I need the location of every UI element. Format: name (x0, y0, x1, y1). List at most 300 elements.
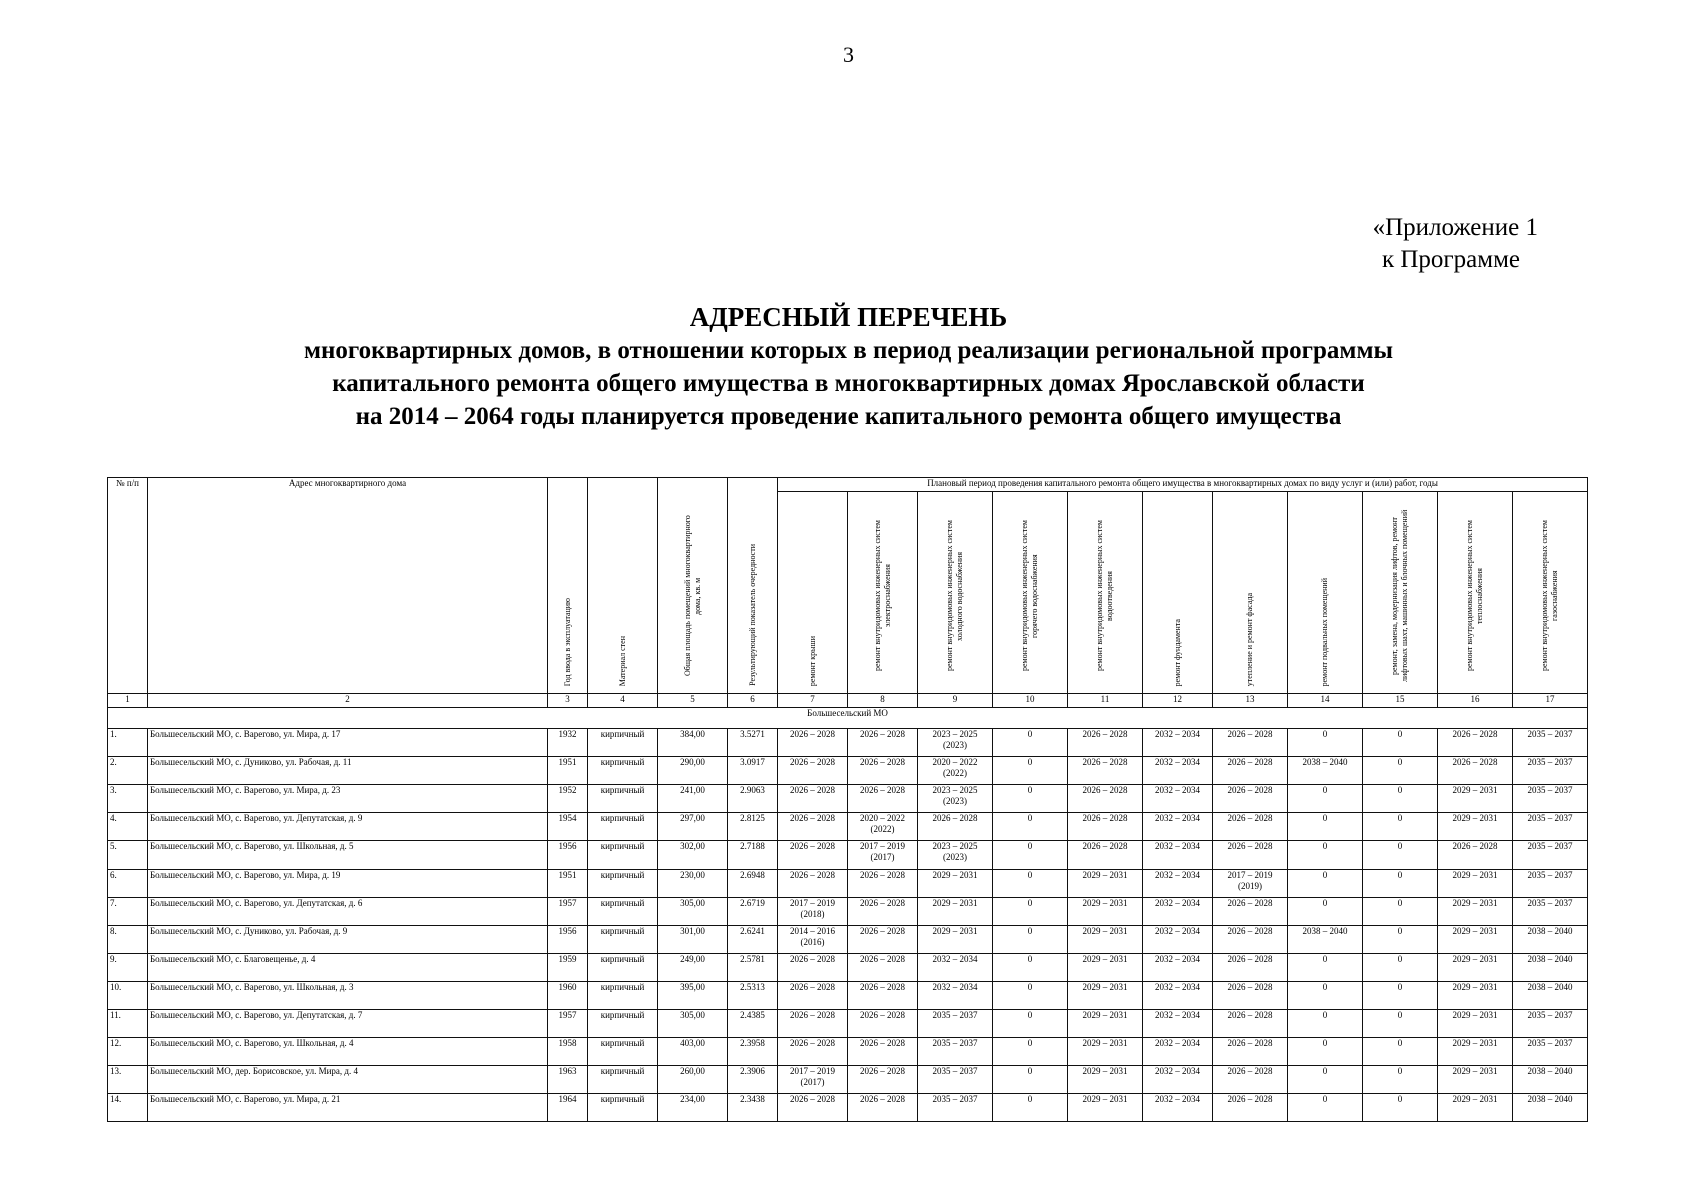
sewer-cell: 2026 – 2028 (1068, 841, 1143, 869)
material-cell: кирпичный (588, 757, 658, 785)
facade-cell: 2026 – 2028 (1213, 925, 1288, 953)
lifts-cell: 0 (1363, 813, 1438, 841)
facade-cell: 2026 – 2028 (1213, 785, 1288, 813)
sewer-cell: 2029 – 2031 (1068, 1009, 1143, 1037)
header-facade: утепление и ремонт фасада (1213, 491, 1288, 694)
roof-cell: 2017 – 2019 (2018) (778, 897, 848, 925)
column-number: 5 (658, 694, 728, 708)
table-row (108, 869, 1588, 897)
cold-water-cell: 2026 – 2028 (918, 813, 993, 841)
row-number: 7. (108, 897, 148, 925)
header-year: Год ввода в эксплуатацию (548, 478, 588, 694)
gas-cell: 2035 – 2037 (1513, 869, 1588, 897)
address-cell: Большесельский МО, с. Варегово, ул. Школьная, д. 5 (148, 841, 548, 869)
address-cell: Большесельский МО, с. Варегово, ул. Школьная, д. 4 (148, 1037, 548, 1065)
material-cell: кирпичный (588, 813, 658, 841)
header-foundation: ремонт фундамента (1143, 491, 1213, 694)
electric-cell: 2026 – 2028 (848, 785, 918, 813)
basement-cell: 0 (1288, 813, 1363, 841)
column-number: 3 (548, 694, 588, 708)
cold-water-cell: 2020 – 2022 (2022) (918, 757, 993, 785)
column-number: 11 (1068, 694, 1143, 708)
electric-cell: 2026 – 2028 (848, 981, 918, 1009)
row-number: 9. (108, 953, 148, 981)
header-address: Адрес многоквартирного дома (148, 478, 548, 694)
hot-water-cell: 0 (993, 981, 1068, 1009)
area-cell: 241,00 (658, 785, 728, 813)
lifts-cell: 0 (1363, 729, 1438, 757)
year-cell: 1959 (548, 953, 588, 981)
row-number: 11. (108, 1009, 148, 1037)
table-row (108, 953, 1588, 981)
gas-cell: 2038 – 2040 (1513, 1065, 1588, 1093)
row-number: 6. (108, 869, 148, 897)
row-number: 12. (108, 1037, 148, 1065)
priority-cell: 2.6719 (728, 897, 778, 925)
material-cell: кирпичный (588, 981, 658, 1009)
address-list-table (107, 477, 1588, 1122)
facade-cell: 2026 – 2028 (1213, 813, 1288, 841)
roof-cell: 2026 – 2028 (778, 1037, 848, 1065)
gas-cell: 2035 – 2037 (1513, 1037, 1588, 1065)
foundation-cell: 2032 – 2034 (1143, 981, 1213, 1009)
lifts-cell: 0 (1363, 1037, 1438, 1065)
basement-cell: 0 (1288, 953, 1363, 981)
roof-cell: 2026 – 2028 (778, 757, 848, 785)
gas-cell: 2035 – 2037 (1513, 757, 1588, 785)
year-cell: 1956 (548, 841, 588, 869)
area-cell: 305,00 (658, 897, 728, 925)
cold-water-cell: 2023 – 2025 (2023) (918, 785, 993, 813)
gas-cell: 2038 – 2040 (1513, 1093, 1588, 1121)
column-number: 4 (588, 694, 658, 708)
heating-cell: 2029 – 2031 (1438, 1009, 1513, 1037)
area-cell: 297,00 (658, 813, 728, 841)
address-cell: Большесельский МО, с. Варегово, ул. Мира, д. 19 (148, 869, 548, 897)
row-number: 8. (108, 925, 148, 953)
gas-cell: 2035 – 2037 (1513, 729, 1588, 757)
header-sewer: ремонт внутридомовых инженерных систем водоотведения (1068, 491, 1143, 694)
roof-cell: 2026 – 2028 (778, 953, 848, 981)
appendix-line-1: «Приложение 1 (1372, 214, 1538, 241)
heating-cell: 2029 – 2031 (1438, 953, 1513, 981)
hot-water-cell: 0 (993, 953, 1068, 981)
address-cell: Большесельский МО, с. Варегово, ул. Депутатская, д. 6 (148, 897, 548, 925)
electric-cell: 2026 – 2028 (848, 1065, 918, 1093)
title-line-2: капитального ремонта общего имущества в многоквартирных домах Ярославской области (332, 370, 1365, 397)
material-cell: кирпичный (588, 925, 658, 953)
gas-cell: 2035 – 2037 (1513, 841, 1588, 869)
area-cell: 249,00 (658, 953, 728, 981)
heating-cell: 2029 – 2031 (1438, 1037, 1513, 1065)
column-number: 7 (778, 694, 848, 708)
appendix-label (1373, 212, 1538, 276)
group-row (108, 707, 1588, 729)
year-cell: 1951 (548, 869, 588, 897)
foundation-cell: 2032 – 2034 (1143, 841, 1213, 869)
facade-cell: 2026 – 2028 (1213, 841, 1288, 869)
lifts-cell: 0 (1363, 841, 1438, 869)
sewer-cell: 2029 – 2031 (1068, 981, 1143, 1009)
header-row-1 (108, 478, 1588, 492)
address-cell: Большесельский МО, с. Дуниково, ул. Рабочая, д. 11 (148, 757, 548, 785)
basement-cell: 2038 – 2040 (1288, 757, 1363, 785)
year-cell: 1964 (548, 1093, 588, 1121)
roof-cell: 2026 – 2028 (778, 1093, 848, 1121)
column-number: 10 (993, 694, 1068, 708)
hot-water-cell: 0 (993, 1065, 1068, 1093)
electric-cell: 2026 – 2028 (848, 925, 918, 953)
table-row (108, 757, 1588, 785)
table-row (108, 1009, 1588, 1037)
basement-cell: 0 (1288, 841, 1363, 869)
foundation-cell: 2032 – 2034 (1143, 813, 1213, 841)
hot-water-cell: 0 (993, 757, 1068, 785)
roof-cell: 2026 – 2028 (778, 869, 848, 897)
gas-cell: 2038 – 2040 (1513, 925, 1588, 953)
header-hot-water: ремонт внутридомовых инженерных систем горячего водоснабжения (993, 491, 1068, 694)
heating-cell: 2029 – 2031 (1438, 1093, 1513, 1121)
cold-water-cell: 2023 – 2025 (2023) (918, 729, 993, 757)
column-number: 8 (848, 694, 918, 708)
heating-cell: 2026 – 2028 (1438, 757, 1513, 785)
year-cell: 1954 (548, 813, 588, 841)
group-label: Большесельский МО (108, 707, 1588, 729)
column-number: 13 (1213, 694, 1288, 708)
basement-cell: 0 (1288, 897, 1363, 925)
year-cell: 1958 (548, 1037, 588, 1065)
electric-cell: 2020 – 2022 (2022) (848, 813, 918, 841)
basement-cell: 2038 – 2040 (1288, 925, 1363, 953)
priority-cell: 2.3438 (728, 1093, 778, 1121)
priority-cell: 2.8125 (728, 813, 778, 841)
row-number: 2. (108, 757, 148, 785)
hot-water-cell: 0 (993, 785, 1068, 813)
heating-cell: 2029 – 2031 (1438, 813, 1513, 841)
facade-cell: 2026 – 2028 (1213, 1093, 1288, 1121)
column-number: 16 (1438, 694, 1513, 708)
priority-cell: 3.5271 (728, 729, 778, 757)
document-title (0, 300, 1697, 433)
roof-cell: 2026 – 2028 (778, 785, 848, 813)
heating-cell: 2026 – 2028 (1438, 729, 1513, 757)
cold-water-cell: 2029 – 2031 (918, 925, 993, 953)
area-cell: 230,00 (658, 869, 728, 897)
address-cell: Большесельский МО, с. Благовещенье, д. 4 (148, 953, 548, 981)
column-number: 12 (1143, 694, 1213, 708)
electric-cell: 2026 – 2028 (848, 869, 918, 897)
roof-cell: 2014 – 2016 (2016) (778, 925, 848, 953)
sewer-cell: 2026 – 2028 (1068, 757, 1143, 785)
cold-water-cell: 2035 – 2037 (918, 1065, 993, 1093)
row-number: 1. (108, 729, 148, 757)
address-cell: Большесельский МО, с. Варегово, ул. Депутатская, д. 7 (148, 1009, 548, 1037)
hot-water-cell: 0 (993, 1093, 1068, 1121)
address-cell: Большесельский МО, дер. Борисовское, ул. Мира, д. 4 (148, 1065, 548, 1093)
address-cell: Большесельский МО, с. Варегово, ул. Школьная, д. 3 (148, 981, 548, 1009)
table-row (108, 841, 1588, 869)
cold-water-cell: 2035 – 2037 (918, 1093, 993, 1121)
foundation-cell: 2032 – 2034 (1143, 897, 1213, 925)
priority-cell: 2.5781 (728, 953, 778, 981)
basement-cell: 0 (1288, 1009, 1363, 1037)
title-line-1: многоквартирных домов, в отношении которых в период реализации региональной программы (303, 337, 1393, 364)
foundation-cell: 2032 – 2034 (1143, 729, 1213, 757)
cold-water-cell: 2032 – 2034 (918, 953, 993, 981)
electric-cell: 2026 – 2028 (848, 757, 918, 785)
sewer-cell: 2026 – 2028 (1068, 785, 1143, 813)
facade-cell: 2026 – 2028 (1213, 953, 1288, 981)
material-cell: кирпичный (588, 729, 658, 757)
table-row (108, 1037, 1588, 1065)
roof-cell: 2026 – 2028 (778, 1009, 848, 1037)
hot-water-cell: 0 (993, 729, 1068, 757)
gas-cell: 2035 – 2037 (1513, 785, 1588, 813)
area-cell: 301,00 (658, 925, 728, 953)
column-numbers-row (108, 694, 1588, 708)
year-cell: 1956 (548, 925, 588, 953)
roof-cell: 2026 – 2028 (778, 981, 848, 1009)
header-electric: ремонт внутридомовых инженерных систем электроснабжения (848, 491, 918, 694)
material-cell: кирпичный (588, 1037, 658, 1065)
electric-cell: 2026 – 2028 (848, 953, 918, 981)
address-cell: Большесельский МО, с. Варегово, ул. Депутатская, д. 9 (148, 813, 548, 841)
header-area: Общая площадь помещений многоквартирного дома, кв. м (658, 478, 728, 694)
area-cell: 403,00 (658, 1037, 728, 1065)
column-number: 2 (148, 694, 548, 708)
priority-cell: 2.7188 (728, 841, 778, 869)
sewer-cell: 2029 – 2031 (1068, 897, 1143, 925)
basement-cell: 0 (1288, 981, 1363, 1009)
area-cell: 395,00 (658, 981, 728, 1009)
roof-cell: 2026 – 2028 (778, 813, 848, 841)
cold-water-cell: 2023 – 2025 (2023) (918, 841, 993, 869)
priority-cell: 3.0917 (728, 757, 778, 785)
material-cell: кирпичный (588, 1065, 658, 1093)
address-cell: Большесельский МО, с. Дуниково, ул. Рабочая, д. 9 (148, 925, 548, 953)
appendix-line-2: к Программе (1381, 246, 1520, 273)
address-cell: Большесельский МО, с. Варегово, ул. Мира, д. 21 (148, 1093, 548, 1121)
sewer-cell: 2029 – 2031 (1068, 1037, 1143, 1065)
table-row (108, 1065, 1588, 1093)
lifts-cell: 0 (1363, 981, 1438, 1009)
heating-cell: 2029 – 2031 (1438, 897, 1513, 925)
lifts-cell: 0 (1363, 897, 1438, 925)
facade-cell: 2026 – 2028 (1213, 981, 1288, 1009)
electric-cell: 2026 – 2028 (848, 729, 918, 757)
header-planned-period: Плановый период проведения капитального ремонта общего имущества в многоквартирных домах по виду услуг и (или) работ, годы (778, 478, 1588, 492)
basement-cell: 0 (1288, 1037, 1363, 1065)
row-number: 5. (108, 841, 148, 869)
area-cell: 234,00 (658, 1093, 728, 1121)
basement-cell: 0 (1288, 1093, 1363, 1121)
electric-cell: 2026 – 2028 (848, 1037, 918, 1065)
gas-cell: 2038 – 2040 (1513, 953, 1588, 981)
foundation-cell: 2032 – 2034 (1143, 1065, 1213, 1093)
row-number: 10. (108, 981, 148, 1009)
roof-cell: 2026 – 2028 (778, 841, 848, 869)
foundation-cell: 2032 – 2034 (1143, 1093, 1213, 1121)
sewer-cell: 2026 – 2028 (1068, 813, 1143, 841)
table-row (108, 785, 1588, 813)
lifts-cell: 0 (1363, 1093, 1438, 1121)
hot-water-cell: 0 (993, 813, 1068, 841)
cold-water-cell: 2029 – 2031 (918, 869, 993, 897)
header-roof: ремонт крыши (778, 491, 848, 694)
column-number: 17 (1513, 694, 1588, 708)
priority-cell: 2.6948 (728, 869, 778, 897)
sewer-cell: 2029 – 2031 (1068, 1093, 1143, 1121)
gas-cell: 2035 – 2037 (1513, 897, 1588, 925)
title-main: АДРЕСНЫЙ ПЕРЕЧЕНЬ (689, 302, 1008, 332)
material-cell: кирпичный (588, 841, 658, 869)
column-number: 6 (728, 694, 778, 708)
column-number: 15 (1363, 694, 1438, 708)
sewer-cell: 2029 – 2031 (1068, 1065, 1143, 1093)
year-cell: 1963 (548, 1065, 588, 1093)
header-priority: Результирующий показатель очередности (728, 478, 778, 694)
foundation-cell: 2032 – 2034 (1143, 785, 1213, 813)
row-number: 4. (108, 813, 148, 841)
foundation-cell: 2032 – 2034 (1143, 1009, 1213, 1037)
column-number: 14 (1288, 694, 1363, 708)
gas-cell: 2035 – 2037 (1513, 813, 1588, 841)
year-cell: 1932 (548, 729, 588, 757)
cold-water-cell: 2035 – 2037 (918, 1037, 993, 1065)
material-cell: кирпичный (588, 897, 658, 925)
year-cell: 1957 (548, 1009, 588, 1037)
gas-cell: 2035 – 2037 (1513, 1009, 1588, 1037)
row-number: 3. (108, 785, 148, 813)
heating-cell: 2026 – 2028 (1438, 841, 1513, 869)
lifts-cell: 0 (1363, 757, 1438, 785)
electric-cell: 2026 – 2028 (848, 897, 918, 925)
header-material: Материал стен (588, 478, 658, 694)
column-number: 9 (918, 694, 993, 708)
material-cell: кирпичный (588, 1009, 658, 1037)
priority-cell: 2.9063 (728, 785, 778, 813)
row-number: 13. (108, 1065, 148, 1093)
priority-cell: 2.3906 (728, 1065, 778, 1093)
material-cell: кирпичный (588, 785, 658, 813)
lifts-cell: 0 (1363, 1009, 1438, 1037)
foundation-cell: 2032 – 2034 (1143, 1037, 1213, 1065)
priority-cell: 2.5313 (728, 981, 778, 1009)
roof-cell: 2026 – 2028 (778, 729, 848, 757)
header-gas: ремонт внутридомовых инженерных систем газоснабжения (1513, 491, 1588, 694)
heating-cell: 2029 – 2031 (1438, 869, 1513, 897)
gas-cell: 2038 – 2040 (1513, 981, 1588, 1009)
area-cell: 305,00 (658, 1009, 728, 1037)
sewer-cell: 2029 – 2031 (1068, 925, 1143, 953)
address-cell: Большесельский МО, с. Варегово, ул. Мира, д. 23 (148, 785, 548, 813)
table-row (108, 897, 1588, 925)
cold-water-cell: 2032 – 2034 (918, 981, 993, 1009)
row-number: 14. (108, 1093, 148, 1121)
facade-cell: 2026 – 2028 (1213, 1065, 1288, 1093)
header-num: № п/п (108, 478, 148, 694)
sewer-cell: 2026 – 2028 (1068, 729, 1143, 757)
hot-water-cell: 0 (993, 1009, 1068, 1037)
lifts-cell: 0 (1363, 925, 1438, 953)
basement-cell: 0 (1288, 1065, 1363, 1093)
electric-cell: 2017 – 2019 (2017) (848, 841, 918, 869)
heating-cell: 2029 – 2031 (1438, 925, 1513, 953)
facade-cell: 2026 – 2028 (1213, 757, 1288, 785)
year-cell: 1951 (548, 757, 588, 785)
heating-cell: 2029 – 2031 (1438, 785, 1513, 813)
table-row (108, 925, 1588, 953)
header-heating: ремонт внутридомовых инженерных систем теплоснабжения (1438, 491, 1513, 694)
basement-cell: 0 (1288, 869, 1363, 897)
header-basement: ремонт подвальных помещений (1288, 491, 1363, 694)
facade-cell: 2026 – 2028 (1213, 1037, 1288, 1065)
header-lifts: ремонт, замена, модернизация лифтов, ремонт лифтовых шахт, машинных и блочных помещений (1363, 491, 1438, 694)
basement-cell: 0 (1288, 729, 1363, 757)
table-row (108, 813, 1588, 841)
lifts-cell: 0 (1363, 1065, 1438, 1093)
foundation-cell: 2032 – 2034 (1143, 869, 1213, 897)
material-cell: кирпичный (588, 869, 658, 897)
hot-water-cell: 0 (993, 1037, 1068, 1065)
column-number: 1 (108, 694, 148, 708)
table-row (108, 981, 1588, 1009)
basement-cell: 0 (1288, 785, 1363, 813)
priority-cell: 2.3958 (728, 1037, 778, 1065)
area-cell: 384,00 (658, 729, 728, 757)
year-cell: 1960 (548, 981, 588, 1009)
lifts-cell: 0 (1363, 953, 1438, 981)
material-cell: кирпичный (588, 1093, 658, 1121)
area-cell: 302,00 (658, 841, 728, 869)
year-cell: 1957 (548, 897, 588, 925)
priority-cell: 2.4385 (728, 1009, 778, 1037)
header-cold-water: ремонт внутридомовых инженерных систем холодного водоснабжения (918, 491, 993, 694)
title-line-3: на 2014 – 2064 годы планируется проведение капитального ремонта общего имущества (355, 403, 1342, 430)
facade-cell: 2026 – 2028 (1213, 729, 1288, 757)
material-cell: кирпичный (588, 953, 658, 981)
facade-cell: 2026 – 2028 (1213, 1009, 1288, 1037)
area-cell: 260,00 (658, 1065, 728, 1093)
table-row (108, 1093, 1588, 1121)
lifts-cell: 0 (1363, 785, 1438, 813)
electric-cell: 2026 – 2028 (848, 1009, 918, 1037)
hot-water-cell: 0 (993, 925, 1068, 953)
hot-water-cell: 0 (993, 869, 1068, 897)
heating-cell: 2029 – 2031 (1438, 1065, 1513, 1093)
cold-water-cell: 2035 – 2037 (918, 1009, 993, 1037)
area-cell: 290,00 (658, 757, 728, 785)
sewer-cell: 2029 – 2031 (1068, 953, 1143, 981)
sewer-cell: 2029 – 2031 (1068, 869, 1143, 897)
table-row (108, 729, 1588, 757)
foundation-cell: 2032 – 2034 (1143, 953, 1213, 981)
address-cell: Большесельский МО, с. Варегово, ул. Мира, д. 17 (148, 729, 548, 757)
page-number: 3 (843, 42, 854, 67)
year-cell: 1952 (548, 785, 588, 813)
facade-cell: 2026 – 2028 (1213, 897, 1288, 925)
cold-water-cell: 2029 – 2031 (918, 897, 993, 925)
priority-cell: 2.6241 (728, 925, 778, 953)
lifts-cell: 0 (1363, 869, 1438, 897)
foundation-cell: 2032 – 2034 (1143, 757, 1213, 785)
foundation-cell: 2032 – 2034 (1143, 925, 1213, 953)
facade-cell: 2017 – 2019 (2019) (1213, 869, 1288, 897)
heating-cell: 2029 – 2031 (1438, 981, 1513, 1009)
electric-cell: 2026 – 2028 (848, 1093, 918, 1121)
hot-water-cell: 0 (993, 841, 1068, 869)
roof-cell: 2017 – 2019 (2017) (778, 1065, 848, 1093)
